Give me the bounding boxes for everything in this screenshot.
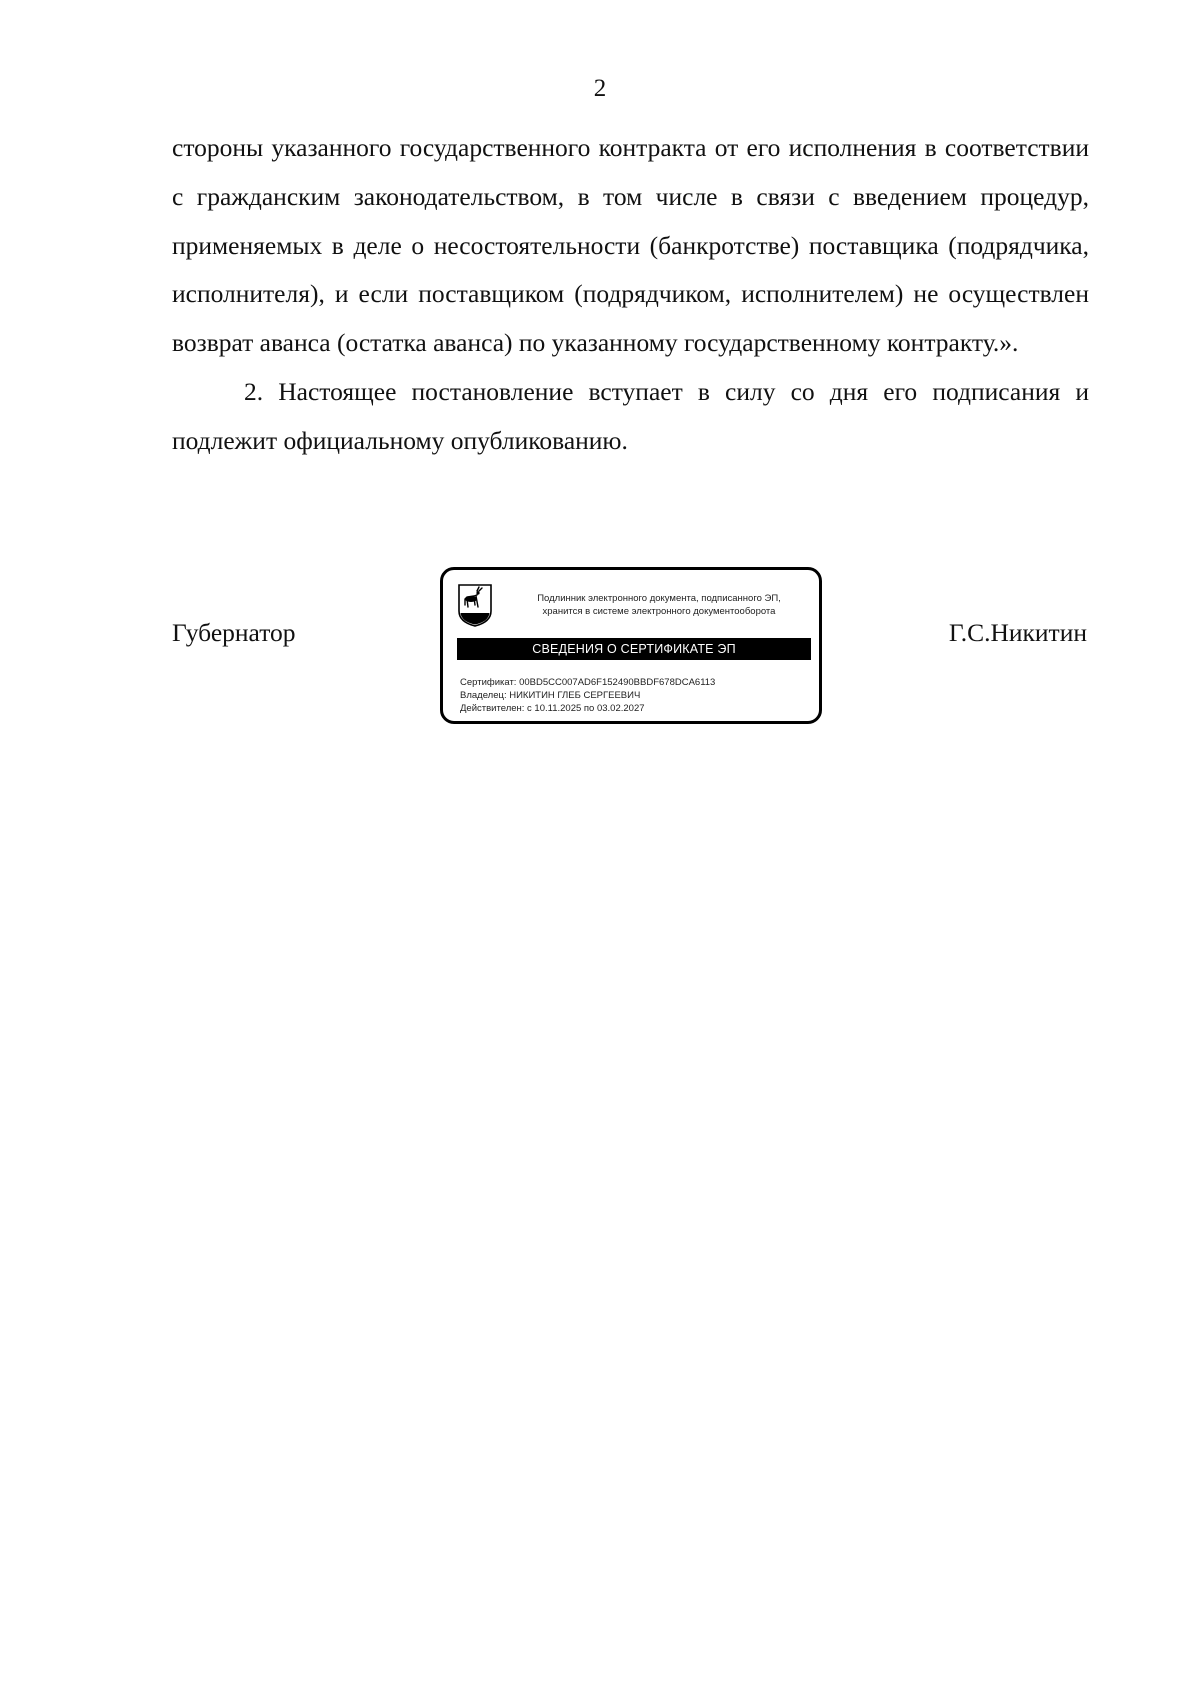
stamp-certificate-number: Сертификат: 00BD5CC007AD6F152490BBDF678DCA6113 bbox=[460, 677, 716, 688]
signer-title: Губернатор bbox=[172, 618, 296, 647]
document-body bbox=[172, 124, 1089, 466]
stamp-details bbox=[460, 676, 715, 715]
stamp-header bbox=[509, 592, 809, 618]
page-number: 2 bbox=[593, 75, 607, 102]
stamp-validity: Действителен: с 10.11.2025 по 03.02.2027 bbox=[460, 703, 645, 714]
coat-of-arms-deer-icon bbox=[457, 583, 493, 627]
paragraph-clause-2: 2. Настоящее постановление вступает в силу со дня его подписания и подлежит официальному опубликованию. bbox=[172, 376, 1089, 455]
stamp-owner: Владелец: НИКИТИН ГЛЕБ СЕРГЕЕВИЧ bbox=[460, 690, 641, 701]
stamp-certificate-bar: СВЕДЕНИЯ О СЕРТИФИКАТЕ ЭП bbox=[457, 638, 811, 660]
paragraph-continuation: стороны указанного государственного контракта от его исполнения в соответствии с гражданским законодательством, в том числе в связи с введением процедур, применяемых в деле о несостоятельности (банкротстве) поставщика (подрядчика, исполнителя), и если поставщиком (подрядчиком, исполнителем) не осуществлен возврат аванса (остатка аванса) по указанному государственному контракту.». bbox=[172, 133, 1089, 358]
electronic-signature-stamp bbox=[440, 567, 822, 724]
stamp-header-line1: Подлинник электронного документа, подписанного ЭП, bbox=[537, 593, 781, 604]
signer-name: Г.С.Никитин bbox=[948, 618, 1087, 647]
stamp-header-line2: хранится в системе электронного документооборота bbox=[542, 606, 776, 617]
